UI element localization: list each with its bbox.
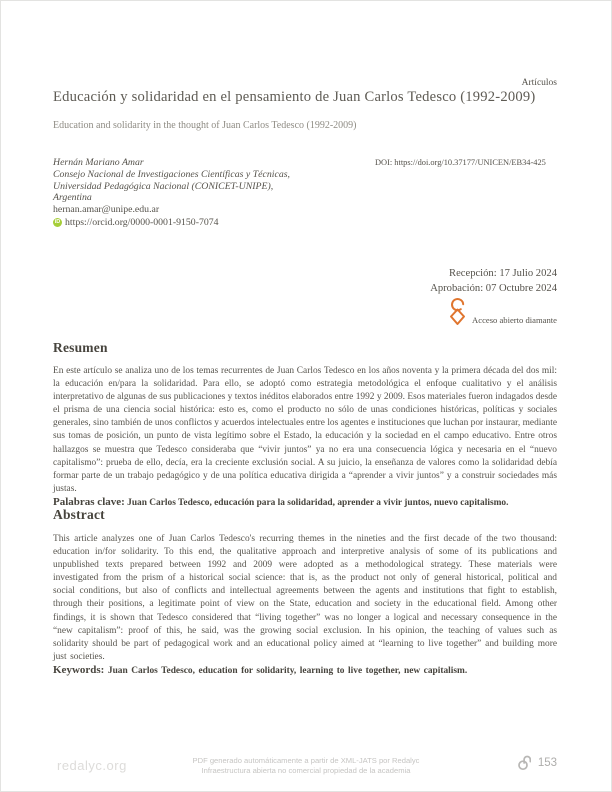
author-affiliation-line2: Universidad Pedagógica Nacional (CONICET-UNIPE),: [53, 180, 274, 192]
page-number: 153: [537, 757, 557, 769]
article-title-english: Education and solidarity in the thought of Juan Carlos Tedesco (1992-2009): [53, 120, 357, 131]
orcid-link[interactable]: https://orcid.org/0000-0001-9150-7074: [65, 216, 219, 228]
footer-right: [517, 755, 557, 771]
author-name: Hernán Mariano Amar: [53, 157, 144, 168]
author-block: [53, 157, 353, 229]
author-email-link[interactable]: hernan.amar@unipe.edu.ar: [53, 204, 160, 216]
author-affiliation-line3: Argentina: [53, 192, 92, 204]
abstract-section: [53, 533, 557, 678]
open-access-label: Acceso abierto diamante: [472, 315, 557, 325]
palabras-clave-label: Palabras clave:: [53, 495, 125, 508]
abstract-text: This article analyzes one of Juan Carlos Tedesco's recurring themes in the nineties and the first decade of the two thousand: education in/for solidarity. To this end, the qualitative approach and interpretive analysis of some of its publications and unpublished texts prepared between 1992 and 2009 were adopted as a methodological strategy. These materials were investigated from the prism of a historical social science: that is, as the product not only of general historical, political and social conditions, but also of conflicts and intellectual agreements between the agents and institutions that fight to establish, through their positions, a legitimate point of view on the State, education and society in the educational field. Among other findings, it is shown that Tedesco considered that “living together” was no longer a logical and necessary consequence in the “new capitalism”: proof of this, he said, was the growing social exclusion. In his opinion, the teaching of values such as solidarity should be part of pedagogical work and an educational policy aimed at “learning to live together” and building more just societies.: [53, 534, 557, 662]
resumen-heading: Resumen: [53, 340, 108, 355]
redalyc-logo: redalyc.org: [57, 758, 127, 773]
dates-block: [430, 267, 557, 296]
resumen-text: En este artículo se analiza uno de los temas recurrentes de Juan Carlos Tedesco en los años noventa y la primera década del dos mil: la educación en/para la solidaridad. Para ello, se adoptó como estrategia metodológica el enfoque cualitativo y el análisis interpretativo de algunas de sus publicaciones y textos inéditos elaborados entre 1992 y 2009. Esos materiales fueron indagados desde el prisma de una ciencia social histórica: esto es, como el producto no sólo de unas condiciones históricas, políticas y sociales generales, sino también de unos conflictos y acuerdos intelectuales entre los agentes e instituciones que luchan por instaurar, mediante sus tomas de posición, un punto de vista legítimo sobre el Estado, la educación y la sociedad en el campo educativo. Entre otros hallazgos se muestra que Tedesco consideraba que “vivir juntos” ya no era una consecuencia lógica y necesaria en el “nuevo capitalismo”: prueba de ello, decía, era la creciente exclusión social. A su juicio, la enseñanza de valores como la solidaridad debía formar parte de un trabajo pedagógico y de una política educativa dirigida a “aprender a vivir juntos” y a construir sociedades más justas.: [53, 366, 557, 494]
footer-generated-note: [151, 756, 461, 776]
article-title-spanish: Educación y solidaridad en el pensamiento de Juan Carlos Tedesco (1992-2009): [53, 89, 536, 105]
orcid-icon: iD: [53, 218, 62, 227]
abstract-heading: Abstract: [53, 507, 105, 522]
open-access-badge: [448, 297, 557, 326]
resumen-section: [53, 365, 557, 510]
open-lock-icon: [517, 755, 531, 771]
footer-note-line1: PDF generado automáticamente a partir de XML-JATS por Redalyc: [192, 756, 420, 765]
section-label: Artículos: [521, 78, 557, 88]
keywords-text: Juan Carlos Tedesco, education for solidarity, learning to live together, new capitalism.: [107, 665, 468, 676]
palabras-clave-text: Juan Carlos Tedesco, educación para la solidaridad, aprender a vivir juntos, nuevo capitalismo.: [127, 497, 509, 508]
approval-date: Aprobación: 07 Octubre 2024: [430, 282, 557, 294]
doi-link[interactable]: DOI: https://doi.org/10.37177/UNICEN/EB34-425: [375, 158, 546, 167]
keywords-label: Keywords:: [53, 663, 105, 676]
author-affiliation-line1: Consejo Nacional de Investigaciones Científicas y Técnicas,: [53, 168, 290, 180]
diamond-open-access-icon: [448, 297, 467, 326]
reception-date: Recepción: 17 Julio 2024: [449, 268, 557, 279]
footer-note-line2: Infraestructura abierta no comercial propiedad de la academia: [201, 766, 411, 775]
